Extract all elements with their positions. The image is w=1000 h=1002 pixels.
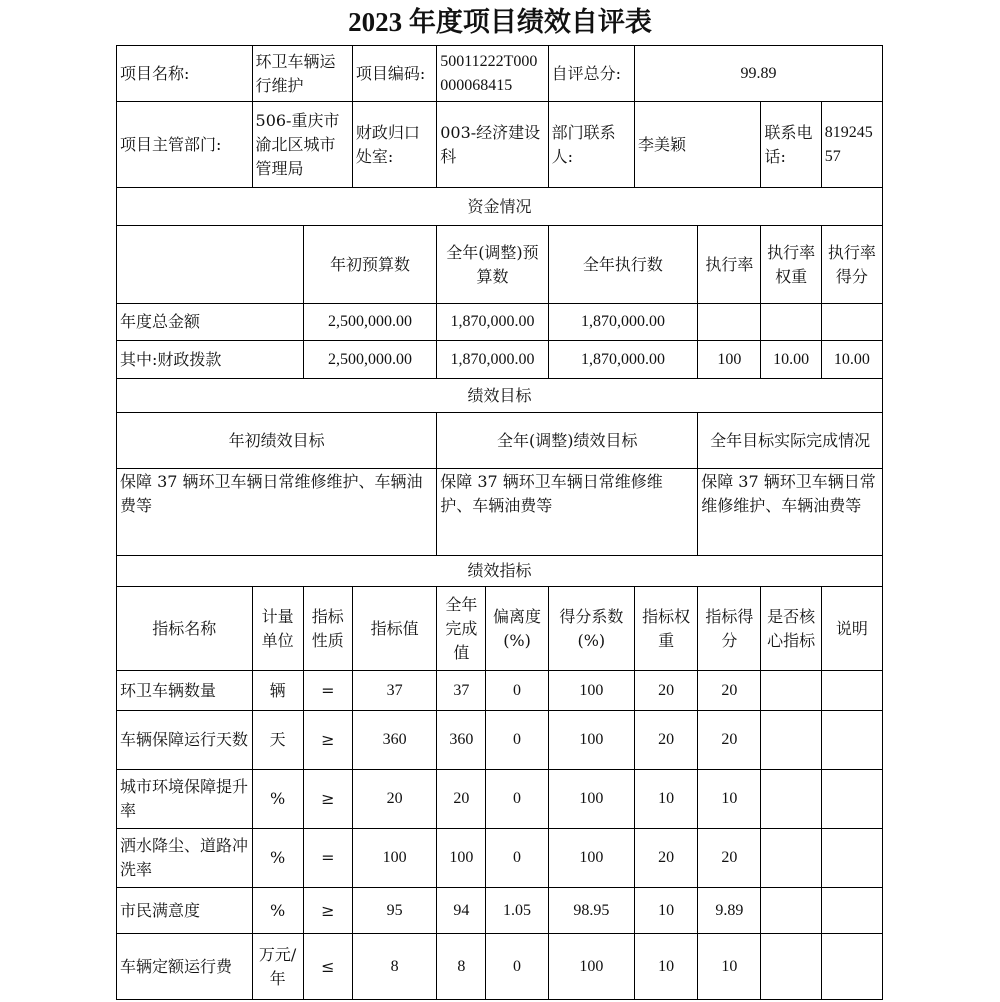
funds-row-total-rate: [698, 304, 761, 341]
finance-office-value: 003-经济建设科: [437, 102, 548, 188]
ind-row-actual: 100: [437, 829, 486, 888]
ind-row-unit: 万元/年: [252, 934, 303, 1000]
ind-row-target: 20: [352, 770, 436, 829]
ind-row-note: [821, 888, 882, 934]
ind-row-weight: 10: [634, 888, 697, 934]
goals-header-adjusted: 全年(调整)绩效目标: [437, 413, 698, 469]
ind-row-actual: 20: [437, 770, 486, 829]
ind-row-unit: 天: [252, 711, 303, 770]
ind-row-weight: 10: [634, 934, 697, 1000]
ind-row-name: 城市环境保障提升率: [117, 770, 253, 829]
ind-row-actual: 360: [437, 711, 486, 770]
ind-row-core: [761, 770, 821, 829]
ind-row-deviation: 0: [486, 671, 548, 711]
funds-header-exec-rate: 执行率: [698, 226, 761, 304]
ind-header-target: 指标值: [352, 587, 436, 671]
phone-value: 81924557: [821, 102, 882, 188]
ind-header-unit: 计量单位: [252, 587, 303, 671]
ind-row-coefficient: 100: [548, 770, 634, 829]
ind-row-actual: 37: [437, 671, 486, 711]
funds-header-blank: [117, 226, 304, 304]
project-code-label: 项目编码:: [352, 46, 436, 102]
ind-row-coefficient: 100: [548, 711, 634, 770]
ind-row-actual: 8: [437, 934, 486, 1000]
goals-actual-text: 保障 37 辆环卫车辆日常维修维护、车辆油费等: [698, 469, 883, 556]
ind-row-nature: =: [303, 671, 352, 711]
funds-row-fiscal-adjusted: 1,870,000.00: [437, 341, 548, 379]
ind-row-core: [761, 888, 821, 934]
ind-row-deviation: 1.05: [486, 888, 548, 934]
funds-row-fiscal-label: 其中:财政拨款: [117, 341, 304, 379]
goals-section-title: 绩效目标: [117, 379, 883, 413]
ind-row-nature: ≤: [303, 934, 352, 1000]
ind-header-name: 指标名称: [117, 587, 253, 671]
ind-header-actual: 全年完成值: [437, 587, 486, 671]
score-value: 99.89: [634, 46, 882, 102]
ind-header-core: 是否核心指标: [761, 587, 821, 671]
goals-initial-text: 保障 37 辆环卫车辆日常维修维护、车辆油费等: [117, 469, 437, 556]
page-title: 2023 年度项目绩效自评表: [348, 7, 652, 37]
ind-row-core: [761, 671, 821, 711]
ind-header-note: 说明: [821, 587, 882, 671]
ind-row-unit: 辆: [252, 671, 303, 711]
ind-row-score: 9.89: [698, 888, 761, 934]
ind-row-note: [821, 671, 882, 711]
ind-row-target: 8: [352, 934, 436, 1000]
funds-section-title: 资金情况: [117, 188, 883, 226]
funds-row-fiscal-rate: 100: [698, 341, 761, 379]
ind-row-name: 洒水降尘、道路冲洗率: [117, 829, 253, 888]
ind-row-coefficient: 98.95: [548, 888, 634, 934]
ind-header-coefficient: 得分系数(%): [548, 587, 634, 671]
funds-header-initial-budget: 年初预算数: [303, 226, 437, 304]
funds-header-exec-score: 执行率得分: [821, 226, 882, 304]
ind-row-name: 环卫车辆数量: [117, 671, 253, 711]
ind-row-target: 37: [352, 671, 436, 711]
goals-adjusted-text: 保障 37 辆环卫车辆日常维修维护、车辆油费等: [437, 469, 698, 556]
ind-row-name: 车辆定额运行费: [117, 934, 253, 1000]
dept-label: 项目主管部门:: [117, 102, 253, 188]
funds-row-total-weight: [761, 304, 821, 341]
ind-row-note: [821, 711, 882, 770]
funds-header-adjusted-budget: 全年(调整)预算数: [437, 226, 548, 304]
ind-row-score: 20: [698, 671, 761, 711]
ind-header-score: 指标得分: [698, 587, 761, 671]
ind-row-actual: 94: [437, 888, 486, 934]
ind-row-deviation: 0: [486, 770, 548, 829]
ind-row-core: [761, 711, 821, 770]
ind-row-name: 车辆保障运行天数: [117, 711, 253, 770]
funds-row-total-label: 年度总金额: [117, 304, 304, 341]
ind-row-nature: ≥: [303, 711, 352, 770]
ind-row-deviation: 0: [486, 829, 548, 888]
funds-row-fiscal-score: 10.00: [821, 341, 882, 379]
ind-row-unit: %: [252, 829, 303, 888]
ind-row-target: 95: [352, 888, 436, 934]
ind-row-deviation: 0: [486, 711, 548, 770]
ind-row-coefficient: 100: [548, 671, 634, 711]
ind-row-name: 市民满意度: [117, 888, 253, 934]
project-name-value: 环卫车辆运行维护: [252, 46, 352, 102]
ind-row-deviation: 0: [486, 934, 548, 1000]
dept-value: 506-重庆市渝北区城市管理局: [252, 102, 352, 188]
ind-row-score: 20: [698, 829, 761, 888]
ind-row-core: [761, 934, 821, 1000]
ind-row-note: [821, 770, 882, 829]
funds-row-fiscal-weight: 10.00: [761, 341, 821, 379]
ind-header-weight: 指标权重: [634, 587, 697, 671]
score-label: 自评总分:: [548, 46, 634, 102]
ind-header-deviation: 偏离度(%): [486, 587, 548, 671]
funds-row-fiscal-initial: 2,500,000.00: [303, 341, 437, 379]
finance-office-label: 财政归口处室:: [352, 102, 436, 188]
funds-row-total-score: [821, 304, 882, 341]
funds-header-exec-weight: 执行率权重: [761, 226, 821, 304]
evaluation-table: [116, 45, 883, 1000]
funds-row-total-initial: 2,500,000.00: [303, 304, 437, 341]
ind-row-note: [821, 829, 882, 888]
ind-row-coefficient: 100: [548, 829, 634, 888]
contact-label: 部门联系人:: [548, 102, 634, 188]
ind-row-note: [821, 934, 882, 1000]
ind-row-core: [761, 829, 821, 888]
funds-row-fiscal-executed: 1,870,000.00: [548, 341, 698, 379]
goals-header-initial: 年初绩效目标: [117, 413, 437, 469]
ind-row-unit: %: [252, 888, 303, 934]
ind-row-weight: 10: [634, 770, 697, 829]
indicators-section-title: 绩效指标: [117, 556, 883, 587]
project-name-label: 项目名称:: [117, 46, 253, 102]
funds-header-executed: 全年执行数: [548, 226, 698, 304]
ind-row-target: 360: [352, 711, 436, 770]
ind-row-score: 10: [698, 934, 761, 1000]
ind-row-score: 20: [698, 711, 761, 770]
ind-row-nature: =: [303, 829, 352, 888]
project-code-value: 50011222T000000068415: [437, 46, 548, 102]
ind-row-nature: ≥: [303, 770, 352, 829]
ind-row-weight: 20: [634, 671, 697, 711]
phone-label: 联系电话:: [761, 102, 821, 188]
funds-row-total-adjusted: 1,870,000.00: [437, 304, 548, 341]
ind-row-score: 10: [698, 770, 761, 829]
ind-row-nature: ≥: [303, 888, 352, 934]
ind-row-unit: %: [252, 770, 303, 829]
ind-row-target: 100: [352, 829, 436, 888]
ind-row-weight: 20: [634, 829, 697, 888]
ind-header-nature: 指标性质: [303, 587, 352, 671]
contact-value: 李美颖: [634, 102, 760, 188]
funds-row-total-executed: 1,870,000.00: [548, 304, 698, 341]
goals-header-actual: 全年目标实际完成情况: [698, 413, 883, 469]
ind-row-coefficient: 100: [548, 934, 634, 1000]
ind-row-weight: 20: [634, 711, 697, 770]
